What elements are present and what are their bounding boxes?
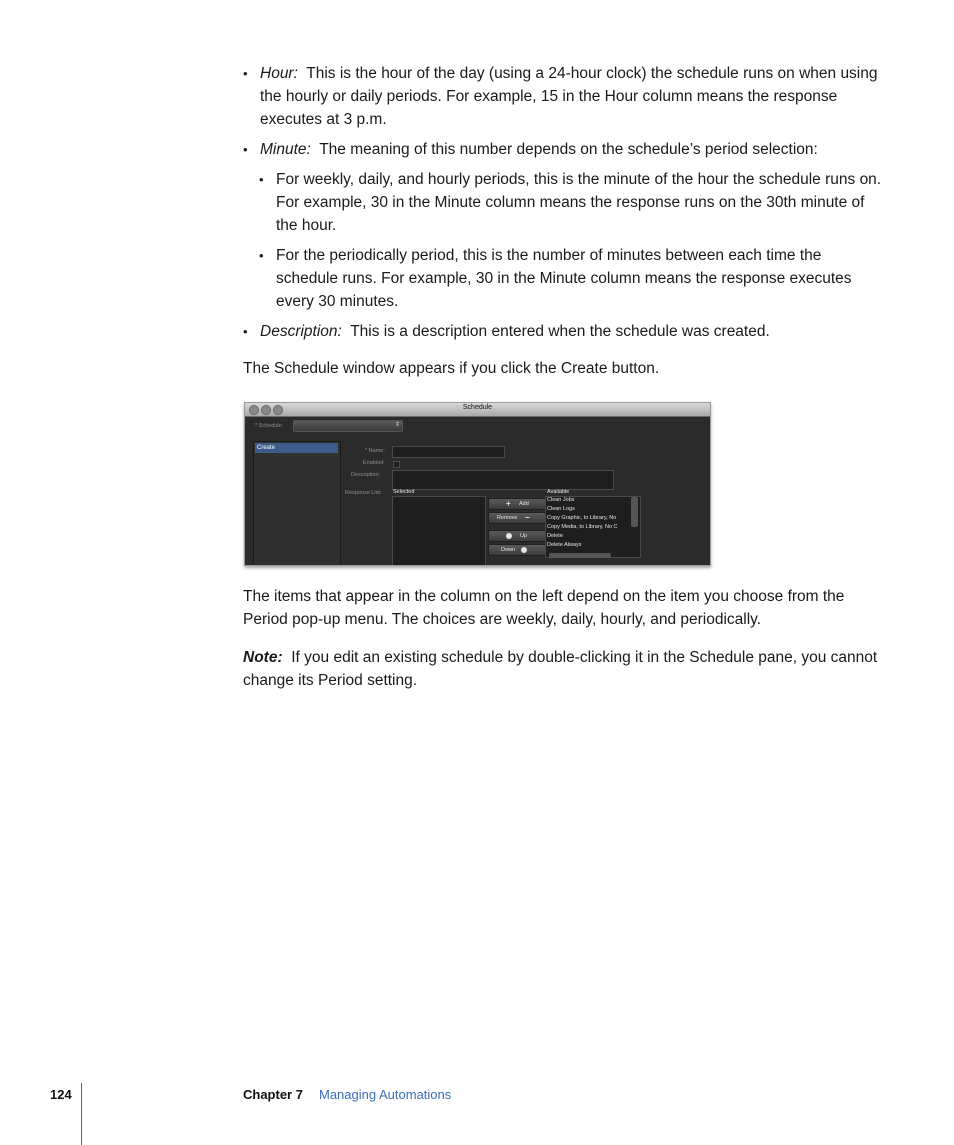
minute-text: The meaning of this number depends on the schedule’s period selection: bbox=[319, 141, 818, 158]
bullet-minute bbox=[243, 138, 883, 161]
bullet-dot: • bbox=[259, 248, 264, 263]
bullet-description bbox=[243, 320, 883, 343]
up-button bbox=[488, 530, 546, 542]
window-titlebar bbox=[245, 403, 710, 417]
footer-chapter-title: Managing Automations bbox=[319, 1087, 452, 1102]
description-field bbox=[392, 470, 614, 490]
enabled-checkbox bbox=[393, 461, 400, 468]
up-arrow-icon bbox=[506, 533, 512, 539]
remove-label: Remove bbox=[497, 515, 518, 521]
sub-bullet-weekly-text: For weekly, daily, and hourly periods, this is the minute of the hour the schedule runs on. For example, 30 in the Minute column means the response runs on the 30th minute of the hour. bbox=[276, 171, 882, 234]
term-hour: Hour: bbox=[260, 65, 298, 82]
enabled-label: Enabled: bbox=[363, 460, 385, 466]
footer-chapter: Chapter 7 bbox=[243, 1087, 303, 1102]
intro-paragraph: The Schedule window appears if you click the Create button. bbox=[243, 360, 660, 377]
remove-button bbox=[488, 512, 546, 524]
left-item-create: Create bbox=[255, 443, 338, 453]
left-column bbox=[253, 441, 341, 566]
sub-bullet-periodically-text: For the periodically period, this is the number of minutes between each time the schedule runs. For example, 30 in the Minute column means the response executes every 30 minutes. bbox=[276, 247, 852, 310]
description-text: This is a description entered when the schedule was created. bbox=[350, 323, 770, 340]
available-item: Clean Logs bbox=[547, 506, 575, 512]
available-item: Delete bbox=[547, 533, 563, 539]
bullet-hour bbox=[243, 62, 883, 131]
schedule-window-screenshot bbox=[244, 402, 711, 566]
available-item: Copy Media, to Library, No C bbox=[547, 524, 618, 530]
available-item: Clean Jobs bbox=[547, 497, 575, 503]
schedule-popup bbox=[293, 420, 403, 432]
schedule-label: * Schedule: bbox=[255, 423, 284, 429]
down-button bbox=[488, 544, 546, 556]
available-item: Copy Graphic, to Library, No bbox=[547, 515, 617, 521]
down-arrow-icon bbox=[521, 547, 527, 553]
bullet-dot: • bbox=[259, 172, 264, 187]
plus-icon: + bbox=[506, 499, 511, 508]
horizontal-scrollbar bbox=[549, 553, 611, 558]
up-label: Up bbox=[520, 533, 528, 539]
hour-text: This is the hour of the day (using a 24-hour clock) the schedule runs on when using the hourly or daily periods. For example, 15 in the Hour column means the response executes at 3 p.m. bbox=[260, 65, 878, 128]
window-title: Schedule bbox=[462, 404, 493, 411]
add-button bbox=[488, 498, 546, 510]
bullet-dot: • bbox=[243, 142, 248, 157]
available-item: Delete Always bbox=[547, 542, 582, 548]
minus-icon: − bbox=[525, 513, 530, 522]
selected-header: Selected bbox=[393, 489, 415, 495]
name-field bbox=[392, 446, 505, 458]
sub-bullet-weekly bbox=[259, 168, 883, 237]
bullet-dot: • bbox=[243, 66, 248, 81]
down-label: Down bbox=[501, 547, 516, 553]
term-minute: Minute: bbox=[260, 141, 311, 158]
selected-list bbox=[392, 496, 486, 566]
description-label: Description: bbox=[351, 472, 381, 478]
available-header: Available bbox=[547, 489, 570, 495]
sub-bullet-periodically bbox=[259, 244, 883, 313]
note-text: If you edit an existing schedule by double-clicking it in the Schedule pane, you cannot change its Period setting. bbox=[243, 649, 878, 689]
note-paragraph bbox=[243, 646, 883, 692]
response-list-label: Response List: bbox=[345, 490, 382, 496]
add-label: Add bbox=[519, 501, 529, 507]
page-number: 124 bbox=[50, 1087, 72, 1102]
popup-arrows-icon: ⇕ bbox=[394, 422, 400, 428]
bullet-dot: • bbox=[243, 324, 248, 339]
items-paragraph: The items that appear in the column on the left depend on the item you choose from the Period pop-up menu. The choices are weekly, daily, hourly, and periodically. bbox=[243, 588, 845, 628]
term-description: Description: bbox=[260, 323, 342, 340]
vertical-scrollbar bbox=[631, 497, 638, 527]
note-label: Note: bbox=[243, 649, 283, 666]
name-label: * Name: bbox=[365, 448, 385, 454]
footer-divider bbox=[81, 1083, 82, 1145]
